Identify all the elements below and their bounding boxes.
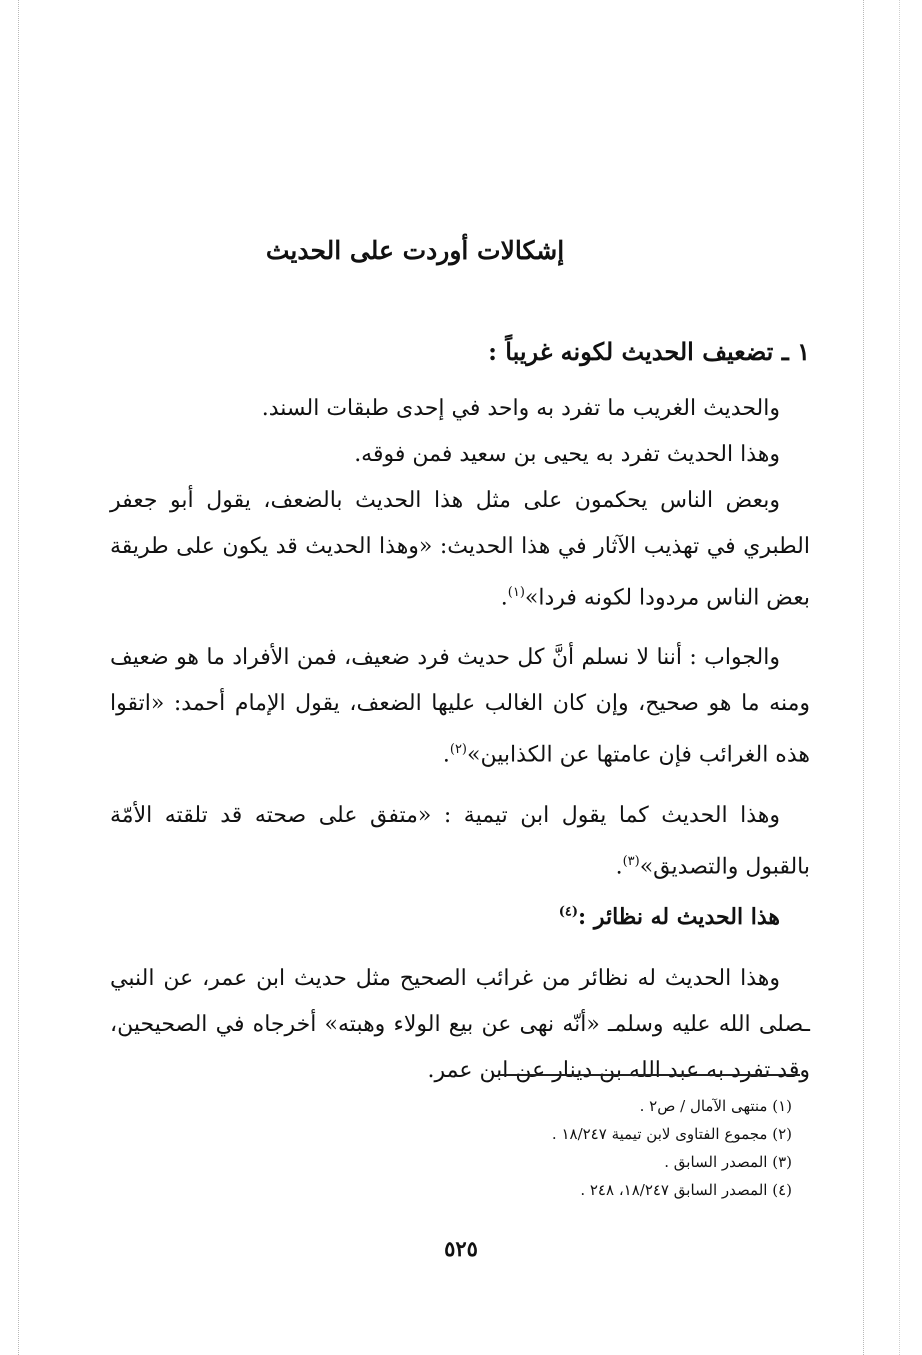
paragraph-5: وهذا الحديث كما يقول ابن تيمية : «متفق على صحته قد تلقته الأمّة بالقبول والتصديق»$^{(٣)}$. (110, 802, 810, 879)
footnote-1: (١) منتهى الآمال / ص٢ . (639, 1097, 792, 1115)
footnotes (420, 1092, 792, 1204)
page-title: إشكالات أوردت على الحديث (265, 236, 565, 265)
page-body (110, 236, 810, 1108)
footnote-divider (500, 1074, 800, 1076)
footnote-ref-2: (٢) (449, 742, 467, 758)
paragraph-1: والحديث الغريب ما تفرد به واحد في إحدى طبقات السند. (261, 396, 780, 421)
page-edge-left (18, 0, 19, 1355)
page-number: ٥٢٥ (444, 1236, 478, 1261)
footnote-3: (٣) المصدر السابق . (664, 1153, 792, 1171)
paragraph-6: وهذا الحديث له نظائر من غرائب الصحيح مثل حديث ابن عمر، عن النبي ـصلى الله عليه وسلمـ «أنّه نهى عن بيع الولاء وهبته» أخرجاه في الصحيحين، وقد تفرد به عبد الله بن دينار عن ابن عمر. (110, 965, 810, 1083)
footnote-4: (٤) المصدر السابق ١٨/٢٤٧، ٢٤٨ . (580, 1181, 792, 1199)
paragraph-2: وهذا الحديث تفرد به يحيى بن سعيد فمن فوقه. (354, 442, 780, 467)
section-heading: ١ ـ تضعيف الحديث لكونه غريباً : (488, 337, 810, 366)
footnote-ref-4: (٤) (558, 904, 579, 920)
footnote-2: (٢) مجموع الفتاوى لابن تيمية ١٨/٢٤٧ . (551, 1125, 792, 1143)
page-edge-far-right (899, 0, 900, 1355)
footnote-ref-3: (٣) (622, 853, 640, 869)
footnote-ref-1: (١) (507, 585, 525, 600)
paragraph-4: والجواب : أننا لا نسلم أنَّ كل حديث فرد ضعيف، فمن الأفراد ما هو ضعيف ومنه ما هو صحيح، وإن كان الغالب عليها الضعف، يقول الإمام أحمد: «اتقوا هذه الغرائب فإن عامتها عن الكذابين»$^{(٢)}$. (110, 645, 810, 768)
page-edge-right (863, 0, 864, 1355)
sub-heading: هذا الحديث له نظائر :$^{(٤)}$ (558, 903, 780, 930)
paragraph-3: وبعض الناس يحكمون على مثل هذا الحديث بالضعف، يقول أبو جعفر الطبري في تهذيب الآثار في هذا الحديث: «وهذا الحديث قد يكون على طريقة بعض الناس مردودا لكونه فردا»$^{(١)}$. (110, 488, 810, 611)
